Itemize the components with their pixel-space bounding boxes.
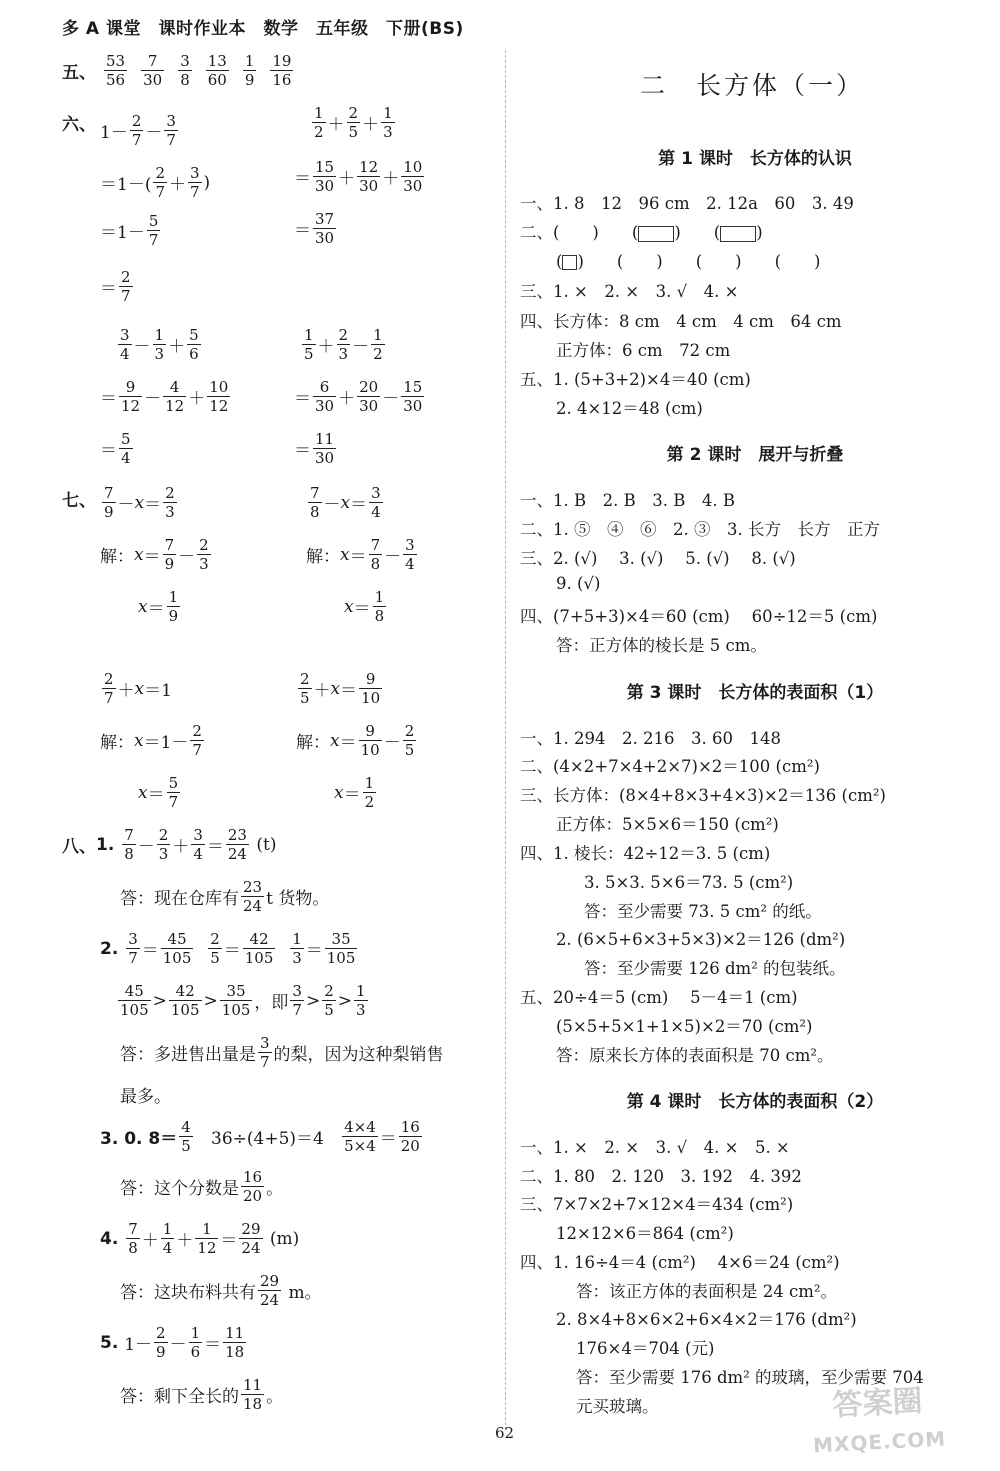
l4-line3: 三、7×7×2+7×12×4＝434 (cm²) bbox=[520, 1195, 794, 1214]
l3-line6: 3. 5×3. 5×6＝73. 5 (cm²) bbox=[584, 873, 794, 892]
problem-3-equation: 3. 0. 8＝ $\frac{4}{5}$ 36÷(4+5)＝4 $\frac{4\times 4}{5\times 4}$ ＝ $\frac{16}{20}$ bbox=[100, 1118, 420, 1155]
exercise-5-fraction: $\frac{7}{30}$ bbox=[143, 52, 163, 89]
problem-2-fractions: 2. $\frac{3}{7}$ ＝ $\frac{45}{105}$ $\frac{2}{5}$ ＝ $\frac{42}{105}$ $\frac{1}{3}$ ＝ $\frac{35}{105}$ bbox=[100, 930, 356, 967]
calc-c-line1: $\frac{3}{4}$ － $\frac{1}{3}$ ＋ $\frac{5}{6}$ bbox=[120, 326, 199, 363]
l3-line5: 四、1. 棱长：42÷12＝3. 5 (cm) bbox=[520, 844, 771, 863]
eq-c-problem: $\frac{2}{7}$ ＋ x ＝1 bbox=[104, 670, 172, 707]
l4-line8: 176×4＝704 (元) bbox=[576, 1339, 715, 1358]
eq-b-result: x ＝ $\frac{1}{8}$ bbox=[344, 588, 385, 625]
exercise-5-fraction: $\frac{13}{60}$ bbox=[207, 52, 227, 89]
rectangle-shape bbox=[638, 226, 674, 242]
calc-d-line3: ＝ $\frac{11}{30}$ bbox=[294, 430, 335, 467]
l3-line10: 五、20÷4＝5 (cm) 5－4＝1 (cm) bbox=[520, 988, 798, 1007]
eq-a-problem: $\frac{7}{9}$ － x ＝ $\frac{2}{3}$ bbox=[104, 484, 175, 521]
l2-line1: 一、1. B 2. B 3. B 4. B bbox=[520, 491, 735, 510]
problem-5-equation: 5. 1－ $\frac{2}{9}$ － $\frac{1}{6}$ ＝ $\frac{11}{18}$ bbox=[100, 1324, 245, 1361]
lesson-1-title: 第 1 课时 长方体的认识 bbox=[658, 149, 852, 169]
exercise-5-label: 五、 bbox=[62, 63, 96, 83]
l3-line9: 答：至少需要 126 dm² 的包装纸。 bbox=[584, 959, 846, 978]
problem-4-equation: 4. $\frac{7}{8}$ ＋ $\frac{1}{4}$ ＋ $\frac{1}{12}$ ＝ $\frac{29}{24}$ (m) bbox=[100, 1220, 300, 1257]
rectangle-shape bbox=[720, 226, 756, 242]
calc-a-line2: ＝1－( $\frac{2}{7}$ ＋ $\frac{3}{7}$ ) bbox=[100, 164, 211, 201]
calc-b-line3: ＝ $\frac{37}{30}$ bbox=[294, 210, 335, 247]
calc-d-line1: $\frac{1}{5}$ ＋ $\frac{2}{3}$ － $\frac{1}{2}$ bbox=[304, 326, 383, 363]
l4-line2: 二、1. 80 2. 120 3. 192 4. 392 bbox=[520, 1167, 802, 1186]
l1-line3: 三、1. × 2. × 3. √ 4. × bbox=[520, 282, 739, 301]
eq-a-step1: 解： x ＝ $\frac{7}{9}$ － $\frac{2}{3}$ bbox=[100, 536, 209, 573]
l1-line7: 2. 4×12＝48 (cm) bbox=[556, 399, 703, 418]
exercise-5-fraction: $\frac{1}{9}$ bbox=[244, 52, 255, 89]
eq-d-result: x ＝ $\frac{1}{2}$ bbox=[334, 774, 375, 811]
exercise-7-label: 七、 bbox=[62, 491, 96, 511]
eq-c-step1: 解： x ＝1－ $\frac{2}{7}$ bbox=[100, 722, 202, 759]
calc-c-line3: ＝ $\frac{5}{4}$ bbox=[100, 430, 131, 467]
l1-line6: 五、1. (5+3+2)×4＝40 (cm) bbox=[520, 370, 751, 389]
calc-b-line2: ＝ $\frac{15}{30}$ ＋ $\frac{12}{30}$ ＋ $\frac{10}{30}$ bbox=[294, 158, 423, 195]
l1-line1: 一、1. 8 12 96 cm 2. 12a 60 3. 49 bbox=[520, 194, 854, 213]
l3-line3: 三、长方体：(8×4+8×3+4×3)×2＝136 (cm²) bbox=[520, 786, 886, 805]
problem-3-answer: 答： 这个分数是 $\frac{16}{20}$ 。 bbox=[120, 1168, 284, 1205]
problem-2-answer-cont: 最多。 bbox=[120, 1087, 171, 1107]
l2-line6: 答：正方体的棱长是 5 cm。 bbox=[556, 636, 767, 655]
l3-line8: 2. (6×5+6×3+5×3)×2＝126 (dm²) bbox=[556, 930, 846, 949]
exercise-5-answers bbox=[102, 52, 305, 89]
watermark-url: MXQE.COM bbox=[812, 1426, 947, 1458]
l3-line11: (5×5+5×1+1×5)×2＝70 (cm²) bbox=[556, 1017, 813, 1036]
l2-line4: 9. (√) bbox=[556, 574, 601, 593]
eq-d-step1: 解： x ＝ $\frac{9}{10}$ － $\frac{2}{5}$ bbox=[296, 722, 415, 759]
l4-line10: 元买玻璃。 bbox=[576, 1397, 659, 1416]
l4-line7: 2. 8×4+8×6×2+6×4×2＝176 (dm²) bbox=[556, 1310, 857, 1329]
l2-line5: 四、(7+5+3)×4＝60 (cm) 60÷12＝5 (cm) bbox=[520, 607, 878, 626]
l1-line2: 二、( ) ( ) ( ) bbox=[520, 223, 763, 242]
calc-c-line2: ＝ $\frac{9}{12}$ － $\frac{4}{12}$ ＋ $\frac{10}{12}$ bbox=[100, 378, 229, 415]
l4-line5: 四、1. 16÷4＝4 (cm²) 4×6＝24 (cm²) bbox=[520, 1253, 840, 1272]
problem-2-answer: 答： 多进售出量是 $\frac{3}{7}$ 的梨，因为这种梨销售 bbox=[120, 1034, 444, 1071]
watermark-logo: 答案圈 bbox=[831, 1383, 924, 1424]
eq-c-result: x ＝ $\frac{5}{7}$ bbox=[138, 774, 179, 811]
l2-line3: 三、2. (√) 3. (√) 5. (√) 8. (√) bbox=[520, 549, 796, 568]
problem-1-equation: 八、 1. $\frac{7}{8}$ － $\frac{2}{3}$ ＋ $\frac{3}{4}$ ＝ $\frac{23}{24}$ (t) bbox=[62, 826, 277, 863]
problem-5-answer: 答： 剩下全长的 $\frac{11}{18}$ 。 bbox=[120, 1376, 284, 1413]
page-header: 多 A 课堂 课时作业本 数学 五年级 下册(BS) bbox=[62, 19, 464, 39]
l1-line2b: ( ) ( ) ( ) ( ) bbox=[556, 252, 821, 271]
calc-a-line3: ＝1－ $\frac{5}{7}$ bbox=[100, 212, 159, 249]
exercise-5-fraction: $\frac{53}{56}$ bbox=[106, 52, 126, 89]
calc-d-line2: ＝ $\frac{6}{30}$ ＋ $\frac{20}{30}$ － $\frac{15}{30}$ bbox=[294, 378, 423, 415]
lesson-4-title: 第 4 课时 长方体的表面积（2） bbox=[626, 1092, 884, 1112]
exercise-5 bbox=[62, 52, 305, 89]
l4-line6: 答：该正方体的表面积是 24 cm²。 bbox=[576, 1282, 837, 1301]
calc-a-line4: ＝ $\frac{2}{7}$ bbox=[100, 268, 131, 305]
exercise-6-label: 六、 bbox=[62, 115, 96, 135]
column-divider bbox=[505, 50, 506, 1430]
l3-line12: 答：原来长方体的表面积是 70 cm²。 bbox=[556, 1046, 834, 1065]
l3-line4: 正方体：5×5×6＝150 (cm²) bbox=[556, 815, 779, 834]
l4-line4: 12×12×6＝864 (cm²) bbox=[556, 1224, 734, 1243]
l3-line2: 二、(4×2+7×4+2×7)×2＝100 (cm²) bbox=[520, 757, 820, 776]
eq-a-result: x ＝ $\frac{1}{9}$ bbox=[138, 588, 179, 625]
section-title: 二 长方体（一） bbox=[640, 71, 865, 100]
l3-line7: 答：至少需要 73. 5 cm² 的纸。 bbox=[584, 902, 822, 921]
problem-1-answer: 答： 现在仓库有 $\frac{23}{24}$ t 货物。 bbox=[120, 878, 330, 915]
problem-4-answer: 答： 这块布料共有 $\frac{29}{24}$ m。 bbox=[120, 1272, 322, 1309]
page-number: 62 bbox=[495, 1424, 515, 1442]
eq-b-problem: $\frac{7}{8}$ － x ＝ $\frac{3}{4}$ bbox=[310, 484, 381, 521]
exercise-5-fraction: $\frac{3}{8}$ bbox=[180, 52, 190, 89]
l4-line9: 答：至少需要 176 dm² 的玻璃，至少需要 704 bbox=[576, 1368, 924, 1387]
exercise-5-fraction: $\frac{19}{16}$ bbox=[272, 52, 292, 89]
l3-line1: 一、1. 294 2. 216 3. 60 148 bbox=[520, 729, 781, 748]
eq-b-step1: 解： x ＝ $\frac{7}{8}$ － $\frac{3}{4}$ bbox=[306, 536, 415, 573]
lesson-3-title: 第 3 课时 长方体的表面积（1） bbox=[626, 683, 884, 703]
l4-line1: 一、1. × 2. × 3. √ 4. × 5. × bbox=[520, 1138, 790, 1157]
square-shape bbox=[562, 255, 577, 270]
calc-a-line1: 1－ $\frac{2}{7}$ － $\frac{3}{7}$ bbox=[100, 112, 176, 149]
lesson-2-title: 第 2 课时 展开与折叠 bbox=[666, 445, 844, 465]
eq-d-problem: $\frac{2}{5}$ ＋ x ＝ $\frac{9}{10}$ bbox=[300, 670, 381, 707]
calc-b-line1: $\frac{1}{2}$ ＋ $\frac{2}{5}$ ＋ $\frac{1}{3}$ bbox=[314, 104, 393, 141]
l1-line5: 正方体：6 cm 72 cm bbox=[556, 341, 731, 360]
watermark bbox=[810, 1382, 947, 1465]
l1-line4: 四、长方体：8 cm 4 cm 4 cm 64 cm bbox=[520, 312, 842, 331]
l2-line2: 二、1. ⑤ ④ ⑥ 2. ③ 3. 长方 长方 正方 bbox=[520, 520, 880, 539]
problem-2-compare: $\frac{45}{105}$ > $\frac{42}{105}$ > $\frac{35}{105}$ ，即 $\frac{3}{7}$ > $\frac{2}{5}$ > $\frac{1}{3}$ bbox=[120, 982, 366, 1019]
